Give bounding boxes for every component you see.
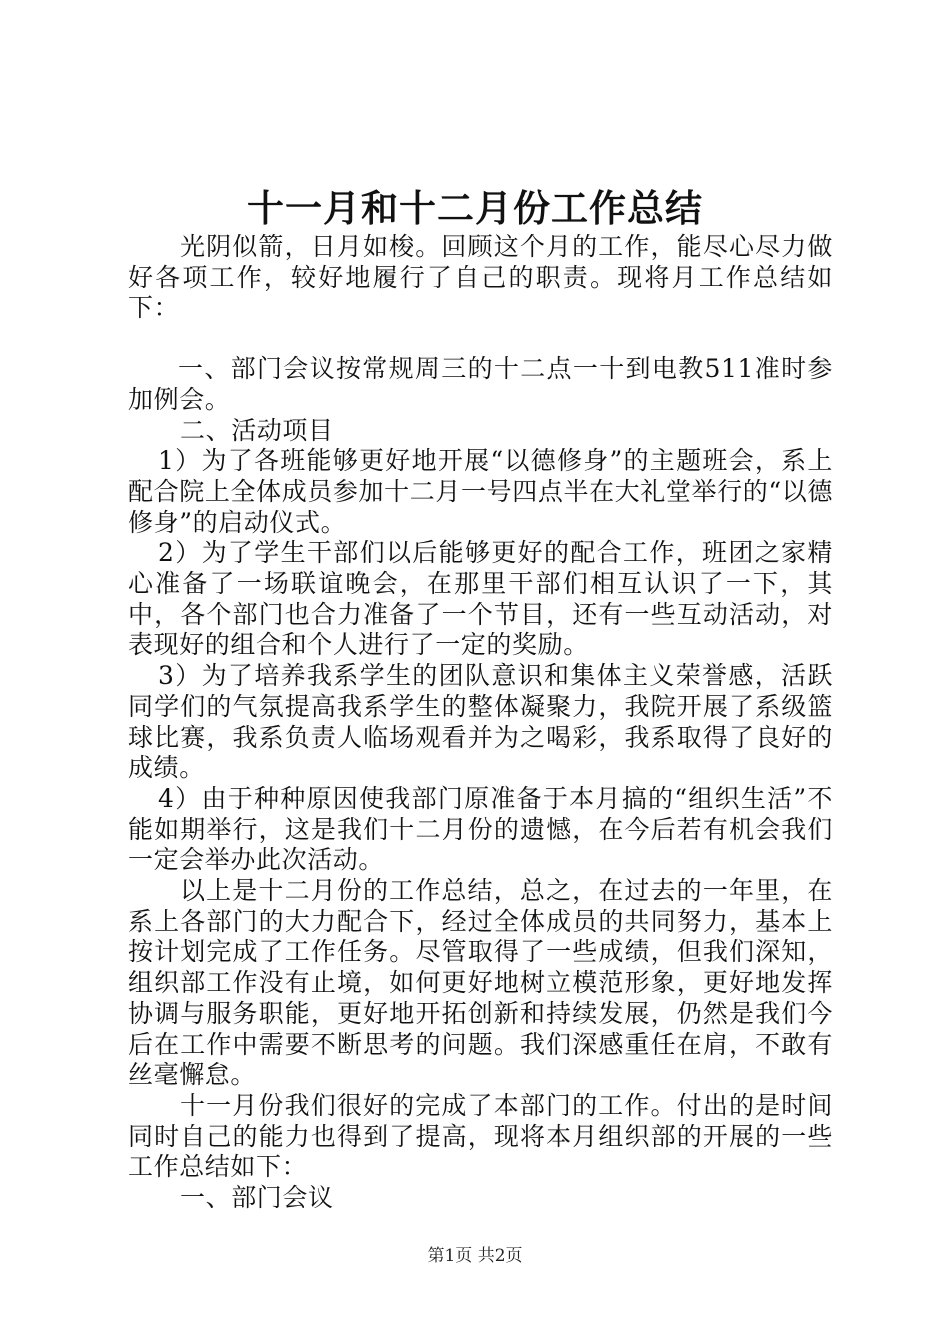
paragraph-section-1: 一、部门会议按常规周三的十二点一十到电教511准时参加例会。: [128, 354, 833, 414]
document-body: [128, 232, 833, 1214]
paragraph-item-4: 4）由于种种原因使我部门原准备于本月搞的“组织生活”不能如期举行，这是我们十二月份的遗憾，在今后若有机会我们一定会举办此次活动。: [128, 783, 833, 875]
paragraph-section-heading: 一、部门会议: [180, 1183, 334, 1213]
paragraph-november: 十一月份我们很好的完成了本部门的工作。付出的是时间同时自己的能力也得到了提高，现将本月组织部的开展的一些工作总结如下：: [128, 1090, 833, 1182]
paragraph-item-1: 1）为了各班能够更好地开展“以德修身”的主题班会，系上配合院上全体成员参加十二月一号四点半在大礼堂举行的“以德修身”的启动仪式。: [128, 446, 833, 537]
paragraph-section-2-heading: 二、活动项目: [180, 415, 334, 445]
paragraph-intro: 光阴似箭，日月如梭。回顾这个月的工作，能尽心尽力做好各项工作，较好地履行了自己的职责。现将月工作总结如下：: [128, 232, 833, 323]
paragraph-summary: 以上是十二月份的工作总结，总之，在过去的一年里，在系上各部门的大力配合下，经过全体成员的共同努力，基本上按计划完成了工作任务。尽管取得了一些成绩，但我们深知，组织部工作没有止境，如何更好地树立模范形象，更好地发挥协调与服务职能，更好地开拓创新和持续发展，仍然是我们今后在工作中需要不断思考的问题。我们深感重任在肩，不敢有丝毫懈怠。: [128, 876, 833, 1090]
paragraph-item-3: 3）为了培养我系学生的团队意识和集体主义荣誉感，活跃同学们的气氛提高我系学生的整体凝聚力，我院开展了系级篮球比赛，我系负责人临场观看并为之喝彩，我系取得了良好的成绩。: [128, 661, 833, 783]
document-title: 十一月和十二月份工作总结: [247, 186, 703, 230]
page-footer: 第1页 共2页: [427, 1246, 523, 1266]
paragraph-item-2: 2）为了学生干部们以后能够更好的配合工作，班团之家精心准备了一场联谊晚会，在那里干部们相互认识了一下，其中，各个部门也合力准备了一个节目，还有一些互动活动，对表现好的组合和个人进行了一定的奖励。: [128, 538, 833, 660]
